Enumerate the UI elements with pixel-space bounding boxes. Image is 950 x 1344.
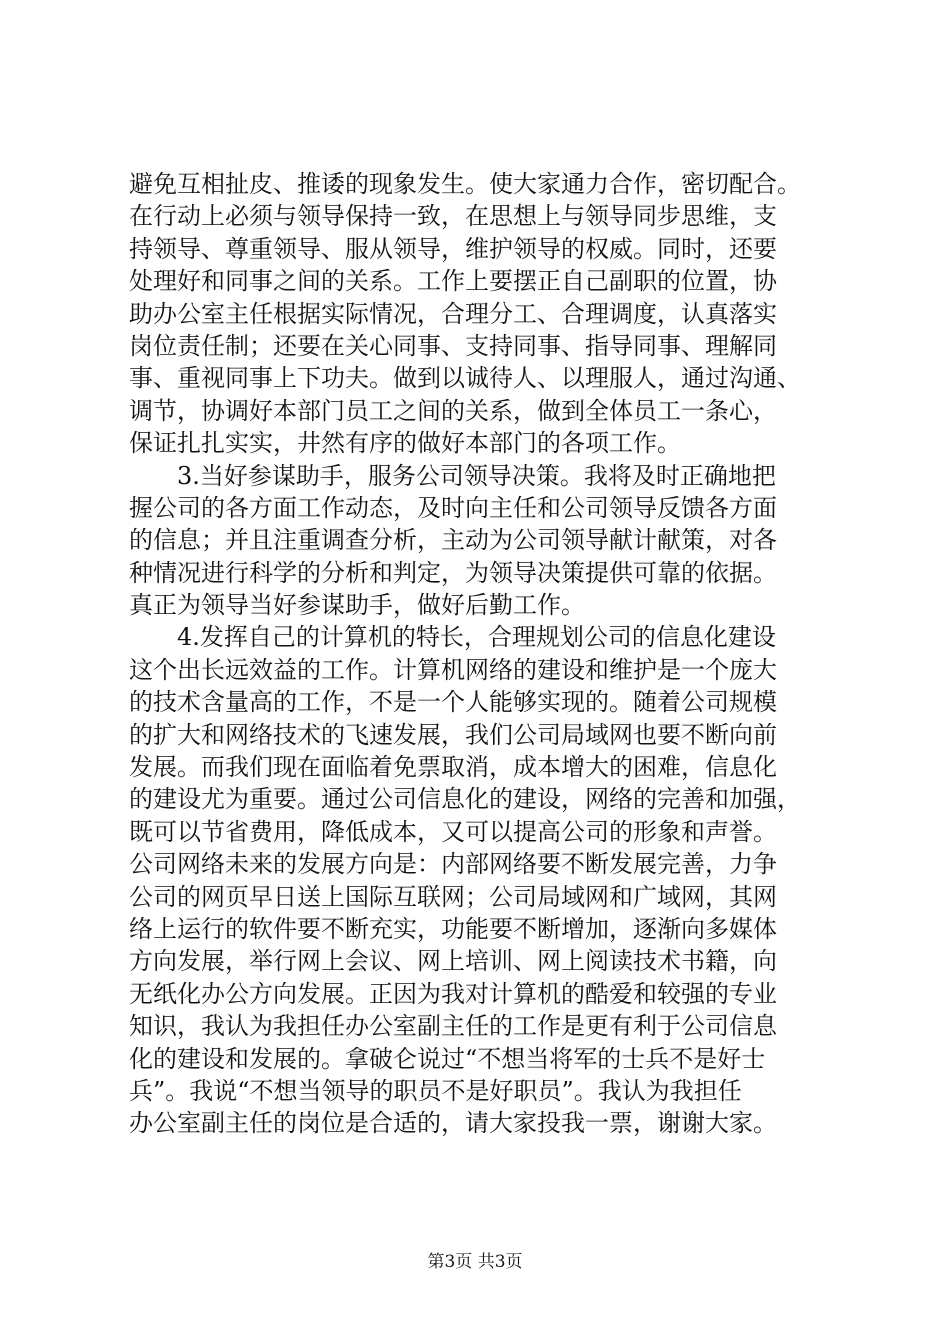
text-line: 真正为领导当好参谋助手，做好后勤工作。 xyxy=(129,591,585,620)
text-line: 办公室副主任的岗位是合适的，请大家投我一票，谢谢大家。 xyxy=(129,1109,777,1138)
text-line: 避免互相扯皮、推诿的现象发生。使大家通力合作，密切配合。 xyxy=(129,170,801,198)
text-line: 化的建设和发展的。拿破仑说过“不想当将军的士兵不是好士 xyxy=(129,1044,766,1073)
text-line: 助办公室主任根据实际情况，合理分工、合理调度，认真落实 xyxy=(129,299,777,328)
text-line: 4.发挥自己的计算机的特长，合理规划公司的信息化建设 xyxy=(129,623,776,652)
page-number: 第3页 共3页 xyxy=(427,1252,523,1272)
text-line: 的建设尤为重要。通过公司信息化的建设，网络的完善和加强， xyxy=(129,785,801,814)
text-line: 处理好和同事之间的关系。工作上要摆正自己副职的位置，协 xyxy=(129,267,777,296)
text-line: 事、重视同事上下功夫。做到以诚待人、以理服人，通过沟通、 xyxy=(129,364,801,393)
text-line: 岗位责任制；还要在关心同事、支持同事、指导同事、理解同 xyxy=(129,331,777,360)
text-line: 方向发展，举行网上会议、网上培训、网上阅读技术书籍，向 xyxy=(129,947,777,976)
text-line: 兵”。我说“不想当领导的职员不是好职员”。我认为我担任 xyxy=(129,1076,742,1105)
text-line: 络上运行的软件要不断充实，功能要不断增加，逐渐向多媒体 xyxy=(129,914,777,943)
text-line: 知识，我认为我担任办公室副主任的工作是更有利于公司信息 xyxy=(129,1012,777,1041)
body-text xyxy=(129,168,829,1140)
text-line: 保证扎扎实实，井然有序的做好本部门的各项工作。 xyxy=(129,429,681,458)
text-line: 的扩大和网络技术的飞速发展，我们公司局域网也要不断向前 xyxy=(129,720,777,749)
text-line: 无纸化办公方向发展。正因为我对计算机的酷爱和较强的专业 xyxy=(129,979,777,1008)
text-line: 既可以节省费用，降低成本，又可以提高公司的形象和声誉。 xyxy=(129,817,777,846)
text-line: 3.当好参谋助手，服务公司领导决策。我将及时正确地把 xyxy=(129,461,776,490)
page-footer xyxy=(0,1250,950,1274)
text-line: 发展。而我们现在面临着免票取消，成本增大的困难，信息化 xyxy=(129,753,777,782)
text-line: 在行动上必须与领导保持一致，在思想上与领导同步思维，支 xyxy=(129,202,777,231)
text-line: 种情况进行科学的分析和判定，为领导决策提供可靠的依据。 xyxy=(129,558,777,587)
text-line: 调节，协调好本部门员工之间的关系，做到全体员工一条心， xyxy=(129,396,777,425)
text-line: 这个出长远效益的工作。计算机网络的建设和维护是一个庞大 xyxy=(129,655,777,684)
text-line: 的技术含量高的工作，不是一个人能够实现的。随着公司规模 xyxy=(129,688,777,717)
text-line: 公司的网页早日送上国际互联网；公司局域网和广域网，其网 xyxy=(129,882,777,911)
text-line: 的信息；并且注重调查分析，主动为公司领导献计献策，对各 xyxy=(129,526,777,555)
text-line: 公司网络未来的发展方向是：内部网络要不断发展完善，力争 xyxy=(129,850,777,879)
text-line: 持领导、尊重领导、服从领导，维护领导的权威。同时，还要 xyxy=(129,234,777,263)
text-line: 握公司的各方面工作动态，及时向主任和公司领导反馈各方面 xyxy=(129,493,777,522)
